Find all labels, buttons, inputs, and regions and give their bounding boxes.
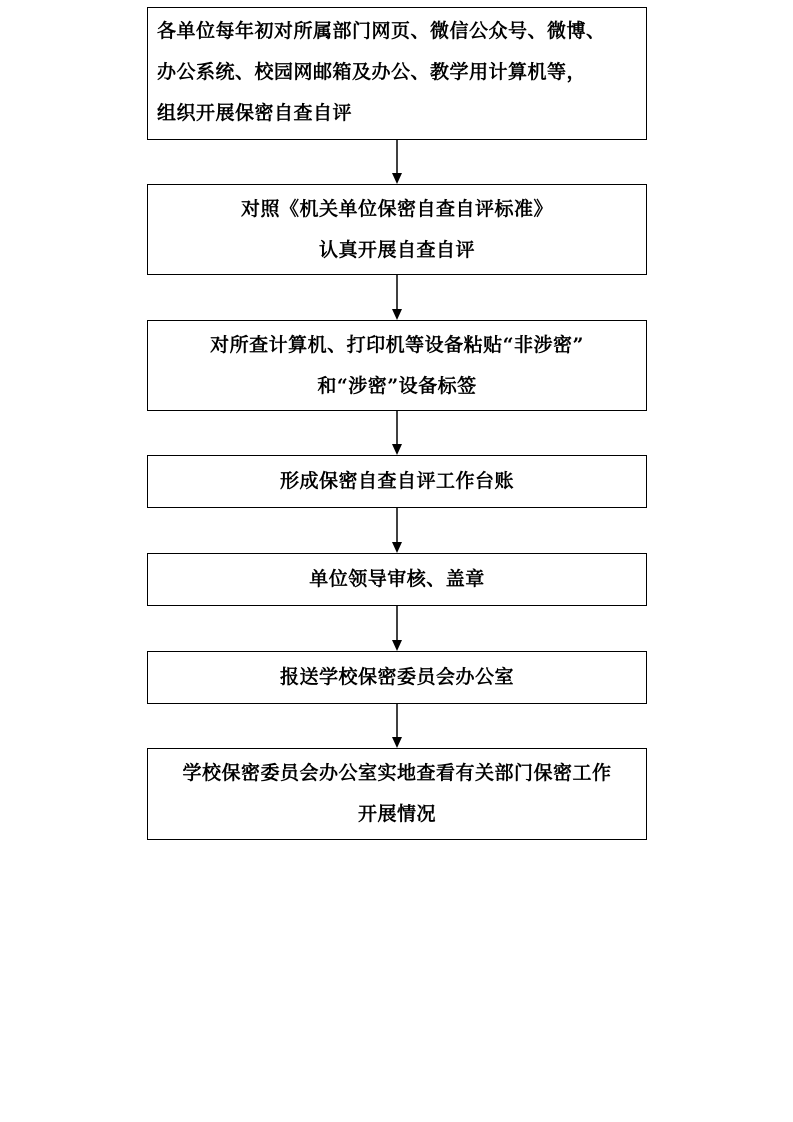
flow-step-2-line-1: 对照《机关单位保密自查自评标准》 [240, 197, 553, 220]
flow-step-3 [147, 320, 647, 411]
flow-step-3-line-2: 和“涉密”设备标签 [317, 374, 477, 397]
flow-step-2 [147, 184, 647, 275]
flow-step-5 [147, 553, 647, 606]
flow-step-1-line-3: 组织开展保密自查自评 [157, 102, 353, 124]
flow-step-5-line-1: 单位领导审核、盖章 [309, 568, 485, 590]
flow-arrow-1 [391, 140, 403, 184]
flow-arrow-3 [391, 411, 403, 455]
flow-arrow-6 [391, 704, 403, 748]
flow-step-7 [147, 748, 647, 840]
flow-step-1-line-1: 各单位每年初对所属部门网页、微信公众号、微博、 [157, 20, 606, 42]
flow-arrow-4 [391, 508, 403, 553]
flow-step-7-line-2: 开展情况 [357, 803, 436, 825]
flow-step-1 [147, 7, 647, 140]
flow-step-7-line-1: 学校保密委员会办公室实地查看有关部门保密工作 [182, 762, 612, 784]
flow-step-6 [147, 651, 647, 704]
flow-step-6-line-1: 报送学校保密委员会办公室 [279, 666, 514, 688]
flow-step-1-line-2: 办公系统、校园网邮箱及办公、教学用计算机等， [157, 61, 587, 83]
flow-step-4 [147, 455, 647, 508]
flow-step-3-line-1: 对所查计算机、打印机等设备粘贴“非涉密” [210, 333, 584, 356]
flow-step-2-line-2: 认真开展自查自评 [318, 238, 475, 261]
flow-arrow-2 [391, 275, 403, 320]
flow-step-4-line-1: 形成保密自查自评工作台账 [279, 470, 514, 492]
flow-arrow-5 [391, 606, 403, 651]
